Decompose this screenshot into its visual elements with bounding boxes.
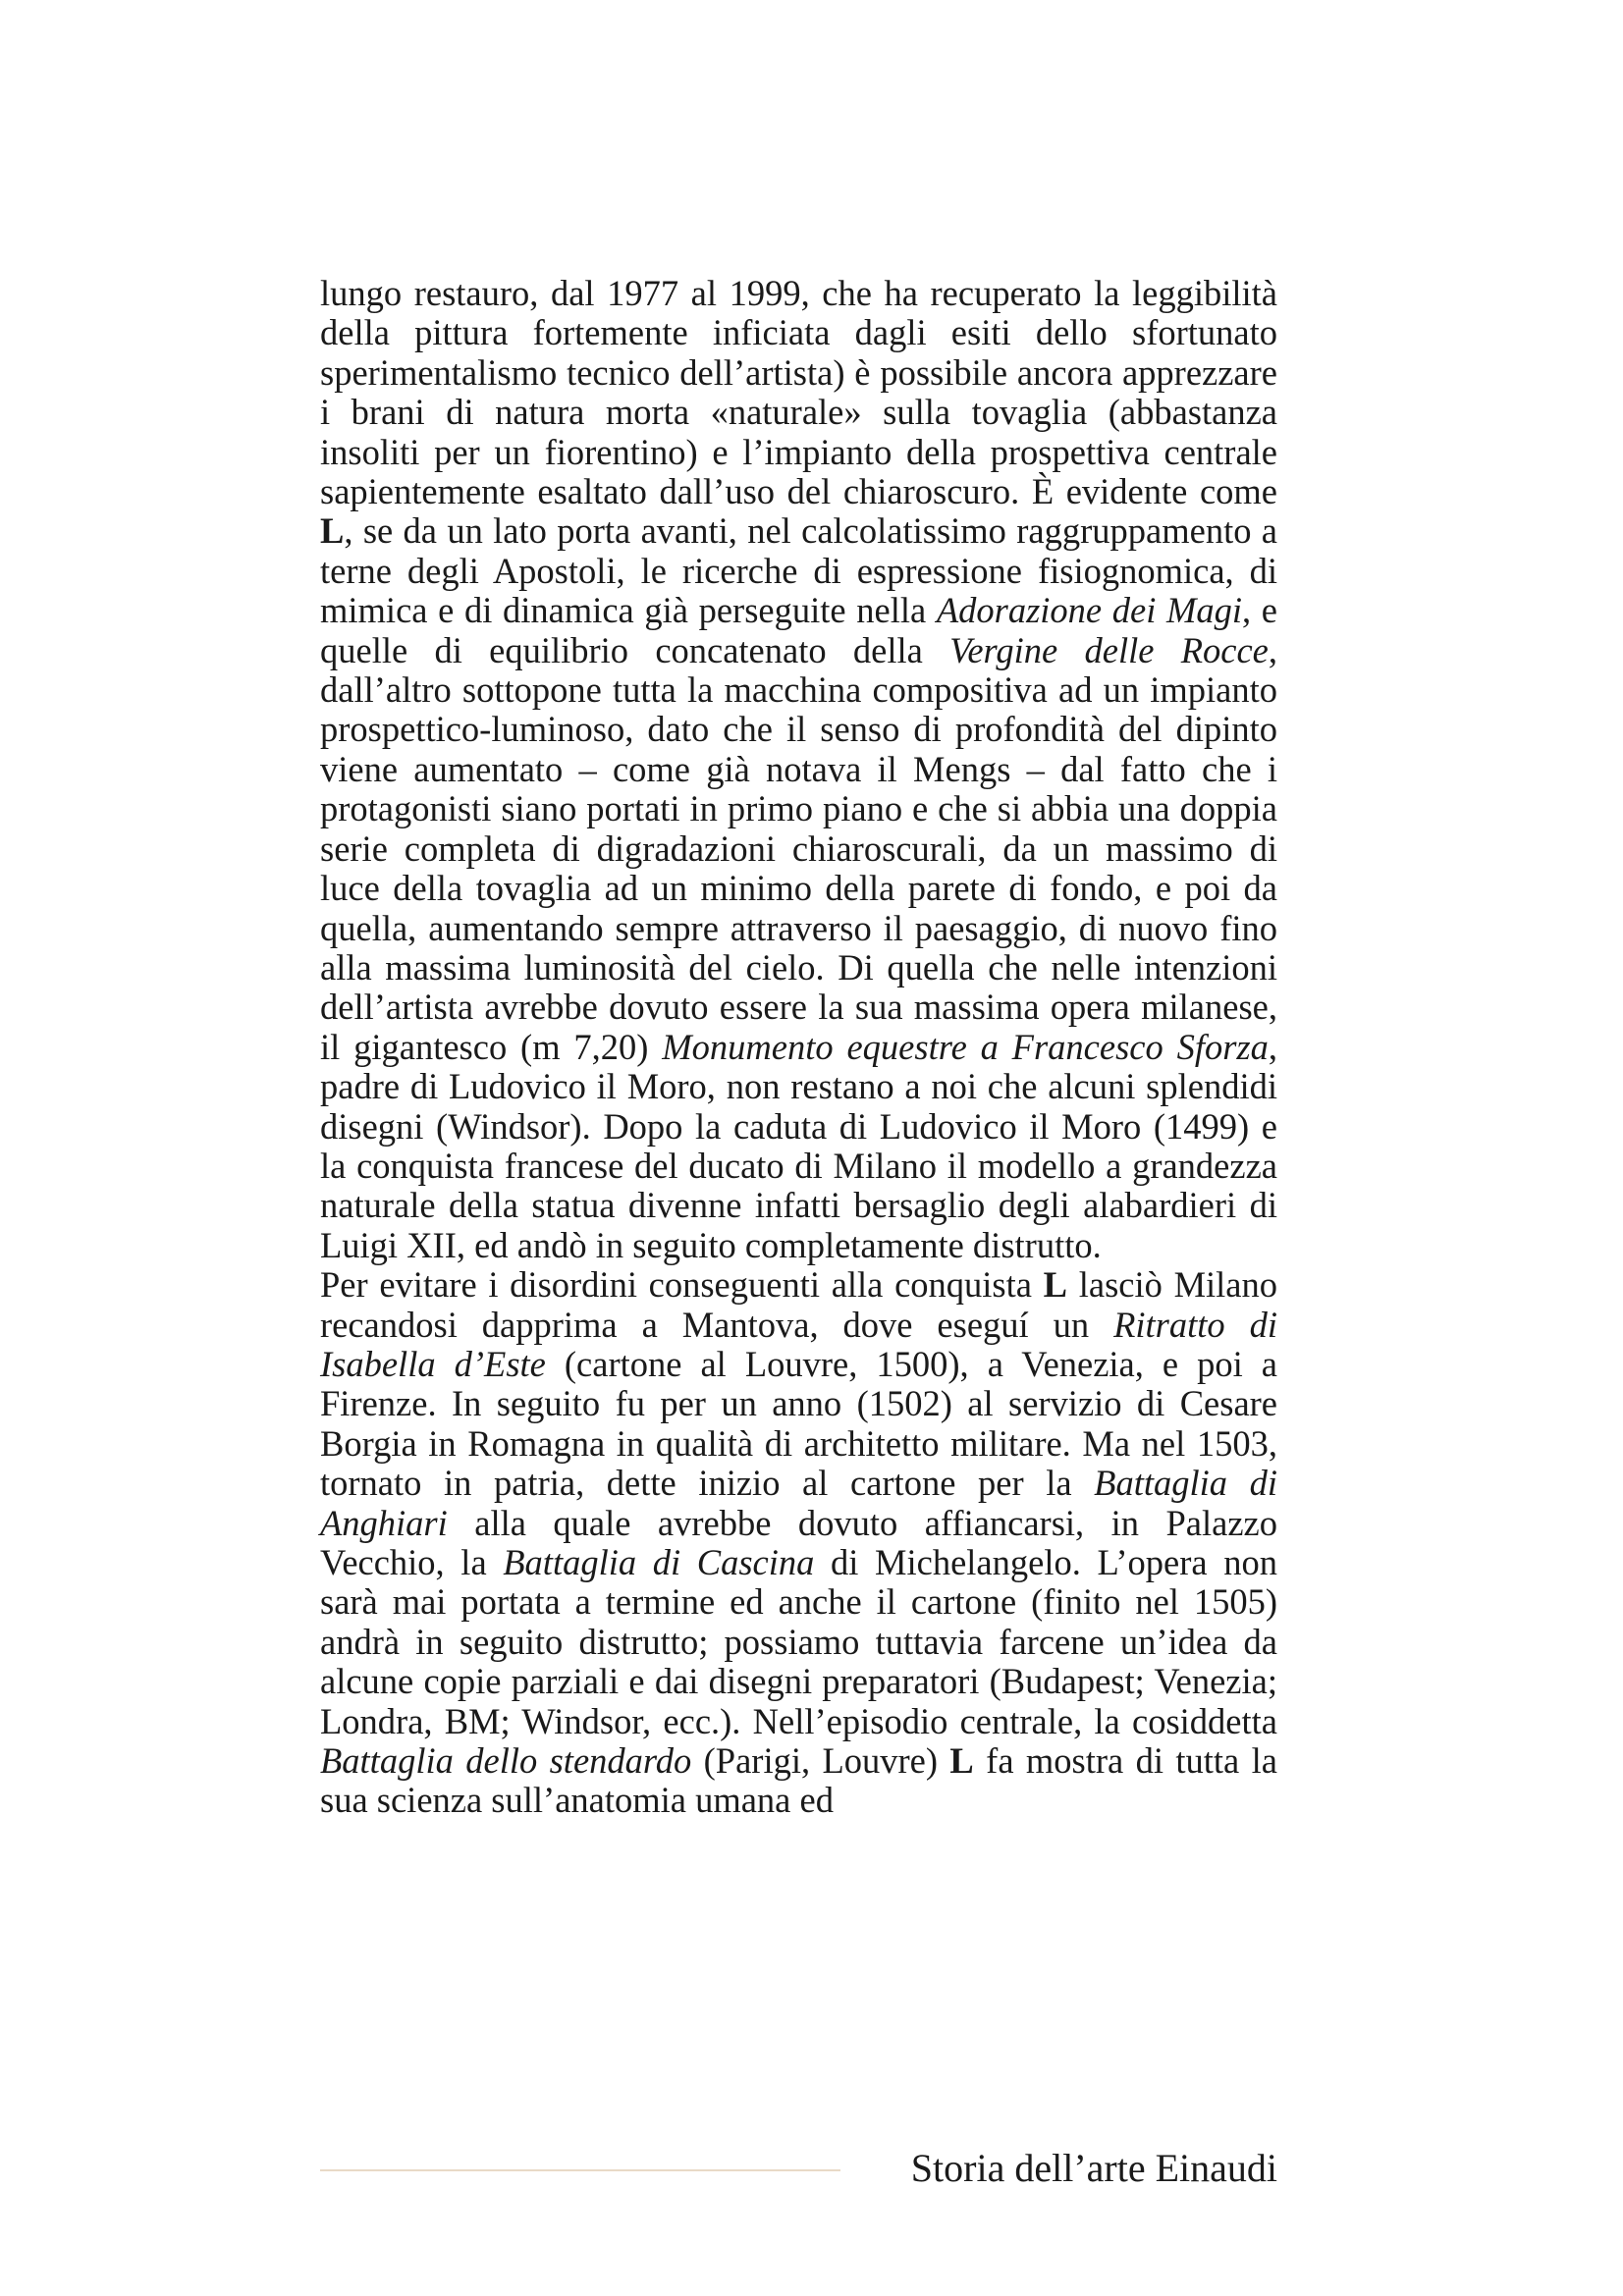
- text-run: , e quelle di equilibrio concatenato della: [320, 590, 1277, 670]
- footer-rule: [320, 2169, 840, 2171]
- bold-abbrev: L: [320, 510, 345, 552]
- bold-abbrev: L: [1043, 1264, 1068, 1306]
- text-run: di Michelangelo. L’opera non sarà mai portata a termine ed anche il cartone (finito nel 1505) andrà in seguito distrutto; possiamo tuttavia farcene un’idea da alcune copie parziali e dai disegni preparatori (Budapest; Venezia; Londra, BM; Windsor, ecc.). Nell’episodio centrale, la cosiddetta: [320, 1542, 1277, 1741]
- text-run: lungo restauro, dal 1977 al 1999, che ha recuperato la leggibilità della pittura fortemente inficiata dagli esiti dello sfortunato sperimentalismo tecnico dell’artista) è possibile ancora apprezzare i brani di natura morta «naturale» sulla tovaglia (abbastanza insoliti per un fiorentino) e l’impianto della prospettiva centrale sapientemente esaltato dall’uso del chiaroscuro. È evidente come: [320, 273, 1277, 512]
- italic-title: Vergine delle Rocce: [949, 629, 1269, 670]
- italic-title: Adorazione dei Magi: [936, 590, 1243, 631]
- text-run: , dall’altro sottopone tutta la macchina compositiva ad un impianto prospettico-luminoso, dato che il senso di profondità del dipinto viene aumentato – come già notava il Mengs – dal fatto che i protagonisti siano portati in primo piano e che si abbia una doppia serie completa di digradazioni chiaroscurali, da un massimo di luce della tovaglia ad un minimo della parete di fondo, e poi da quella, aumentando sempre attraverso il paesaggio, di nuovo fino alla massima luminosità del cielo. Di quella che nelle intenzioni dell’artista avrebbe dovuto essere la sua massima opera milanese, il gigantesco (m 7,20): [320, 629, 1277, 1067]
- footer-title: Storia dell’arte Einaudi: [910, 2146, 1277, 2190]
- italic-title: Battaglia dello stendardo: [320, 1740, 692, 1782]
- text-run: Per evitare i disordini conseguenti alla conquista: [320, 1264, 1044, 1306]
- text-run: fa mostra di tutta la sua scienza sull’anatomia umana ed: [320, 1740, 1277, 1821]
- bold-abbrev: L: [949, 1740, 974, 1782]
- paragraph: [320, 1265, 1277, 1821]
- text-run: alla quale avrebbe dovuto affiancarsi, in Palazzo Vecchio, la: [320, 1502, 1277, 1582]
- paragraph: [320, 274, 1277, 1265]
- italic-title: Monumento equestre a Francesco Sforza: [662, 1026, 1269, 1067]
- text-run: , padre di Ludovico il Moro, non restano a noi che alcuni splendidi disegni (Windsor). Dopo la caduta di Ludovico il Moro (1499) e la conquista francese del ducato di Milano il modello a grandezza naturale della statua divenne infatti bersaglio degli alabardieri di Luigi XII, ed andò in seguito completamente distrutto.: [320, 1026, 1277, 1265]
- italic-title: Battaglia di Cascina: [503, 1542, 815, 1582]
- italic-title: Battaglia di Anghiari: [320, 1463, 1278, 1543]
- text-run: lasciò Milano recandosi dapprima a Mantova, dove eseguí un: [320, 1264, 1278, 1345]
- italic-title: Ritratto di Isabella d’Este: [320, 1304, 1277, 1384]
- text-run: (Parigi, Louvre): [691, 1740, 950, 1782]
- text-run: (cartone al Louvre, 1500), a Venezia, e poi a Firenze. In seguito fu per un anno (1502) al servizio di Cesare Borgia in Romagna in qualità di architetto militare. Ma nel 1503, tornato in patria, dette inizio al cartone per la: [320, 1343, 1277, 1504]
- body-text: [320, 274, 1277, 1821]
- text-run: , se da un lato porta avanti, nel calcolatissimo raggruppamento a terne degli Apostoli, le ricerche di espressione fisiognomica, di mimica e di dinamica già perseguite nella: [320, 510, 1277, 631]
